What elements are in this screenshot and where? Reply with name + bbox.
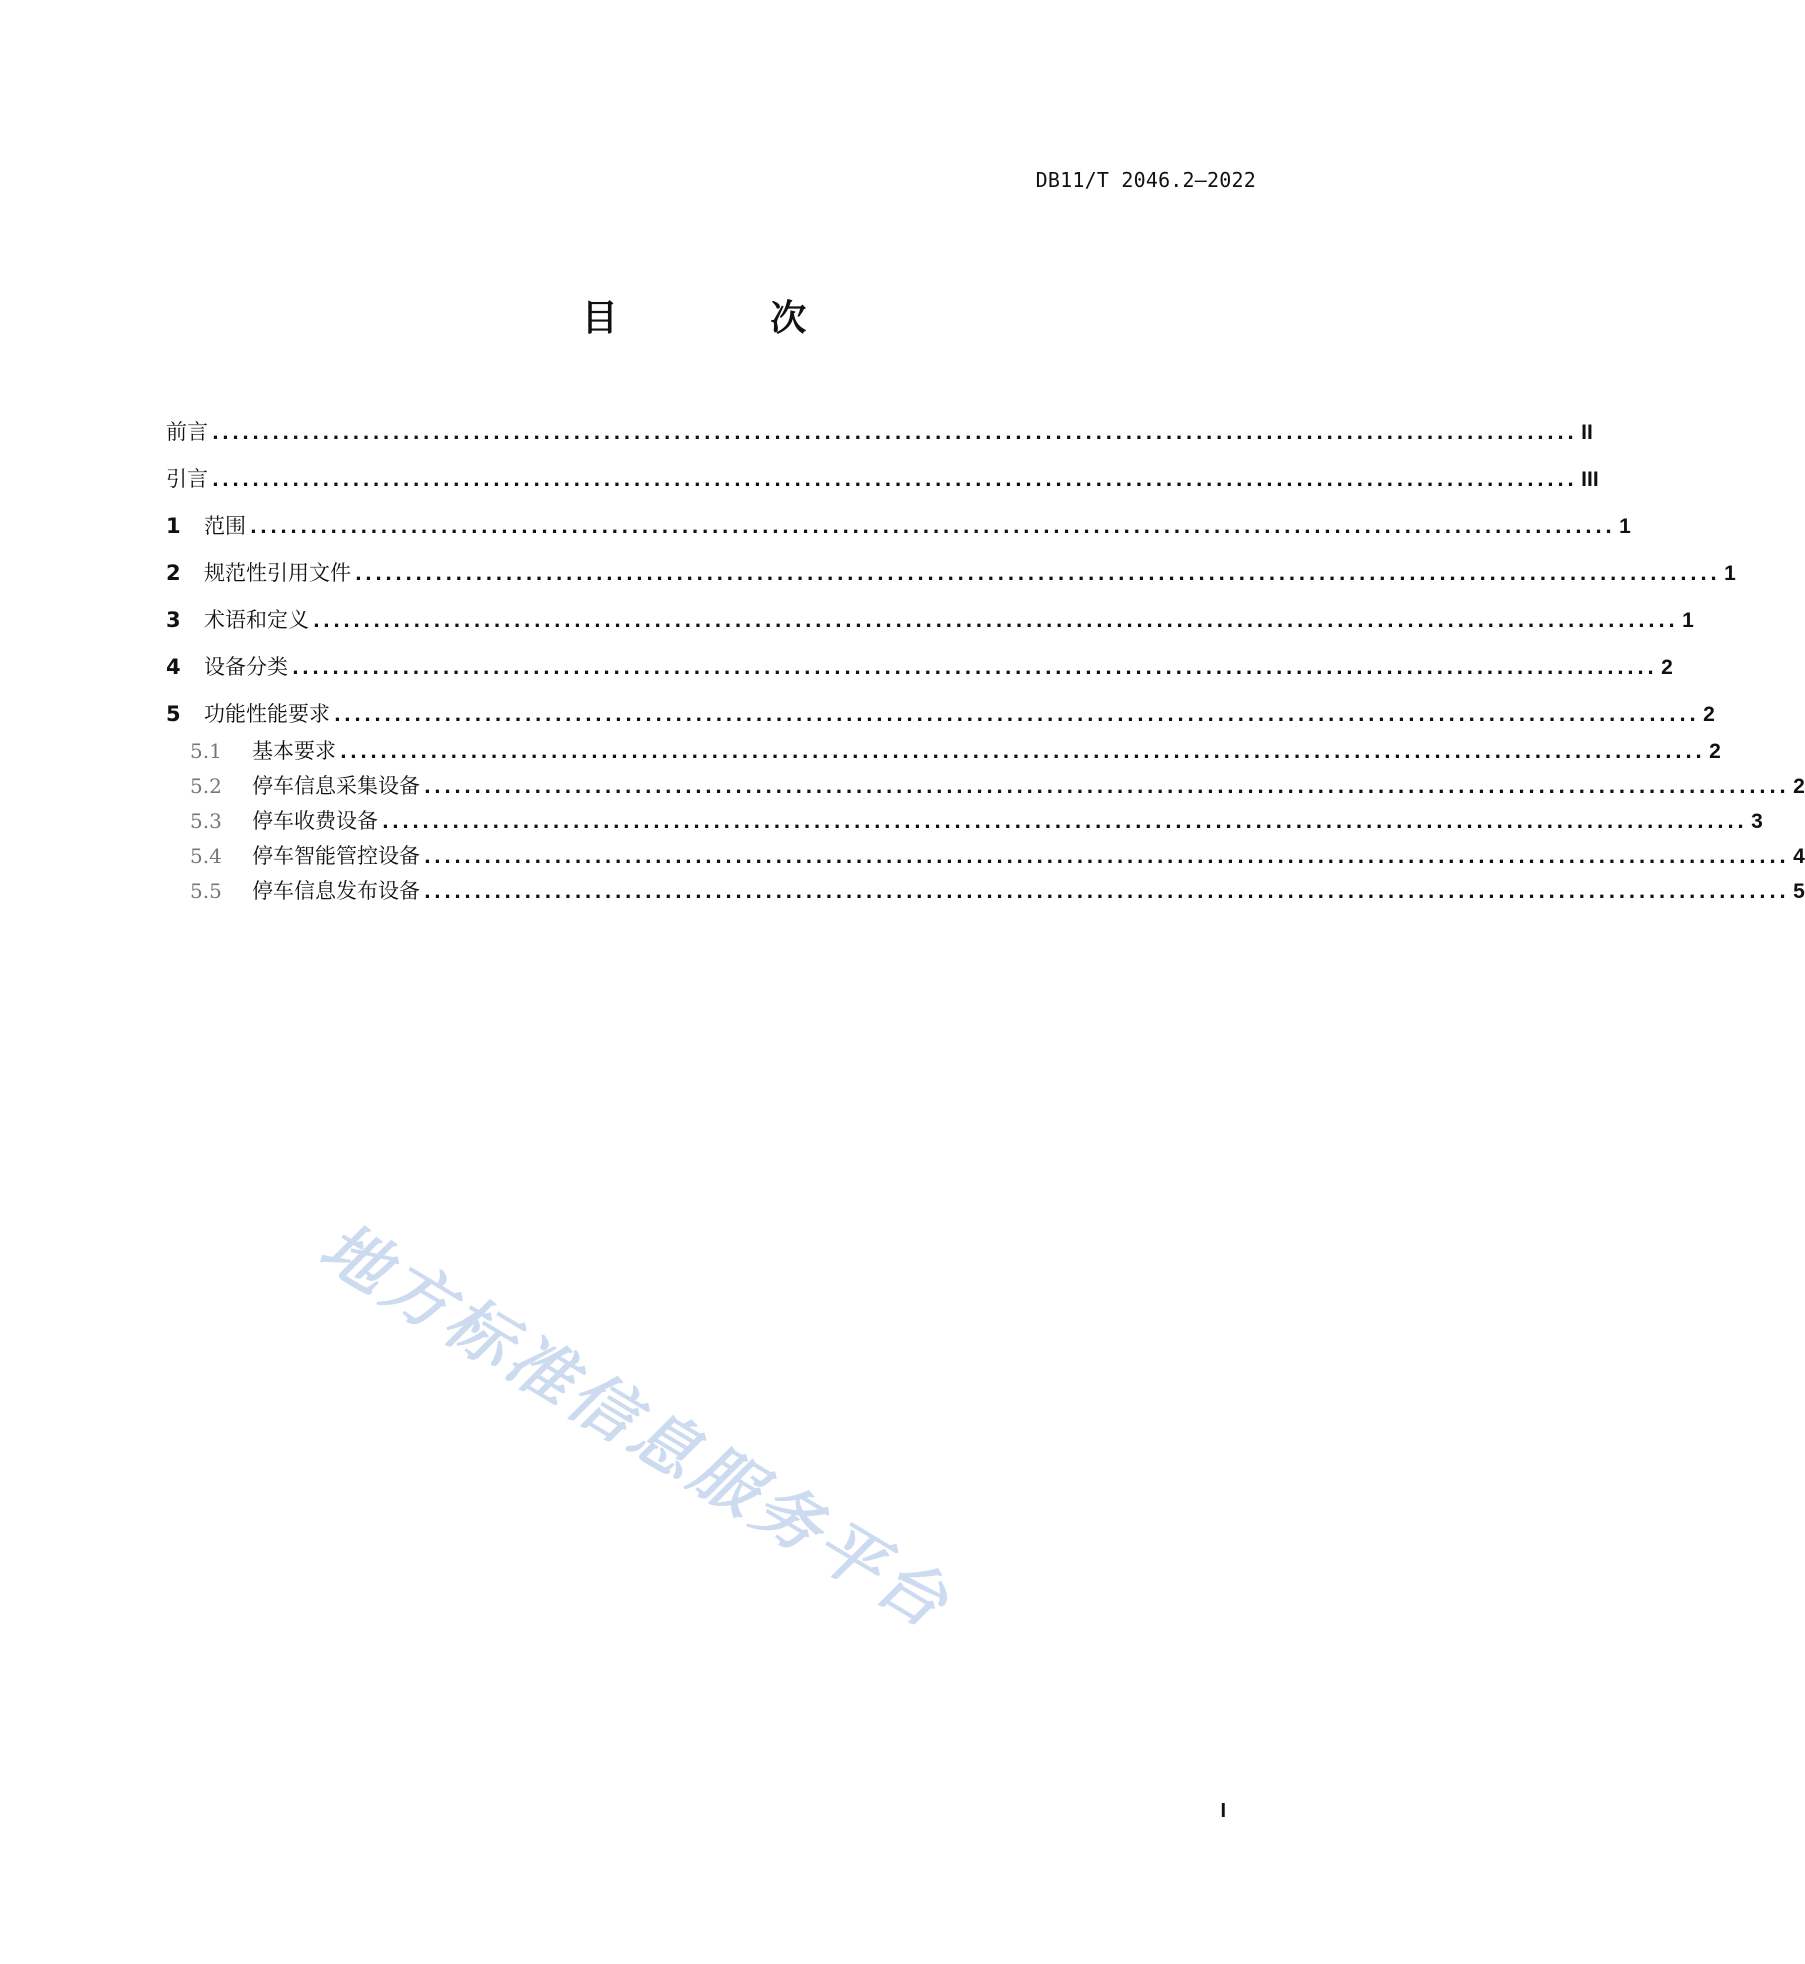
toc-entry-label: 规范性引用文件: [204, 561, 351, 585]
toc-entry-page: 2: [1661, 656, 1673, 679]
page-title: 目 次: [581, 298, 877, 339]
toc-leader-dots: ........................................................................................................................................: [424, 777, 1790, 798]
toc-entry-introduction[interactable]: [166, 465, 1599, 495]
toc-entry-number: 4: [166, 655, 181, 679]
toc-leader-dots: ........................................................................................................................................: [382, 812, 1748, 833]
toc-entry-1[interactable]: [166, 512, 1631, 542]
toc-entry-label: 引言: [166, 467, 208, 491]
toc-leader-dots: ........................................................................................................................................: [424, 882, 1790, 903]
toc-entry-page: 4: [1793, 845, 1805, 868]
toc-entry-label: 术语和定义: [204, 608, 309, 632]
toc-leader-dots: ........................................................................................................................................: [212, 423, 1578, 444]
toc-entry-5-1[interactable]: [166, 737, 1721, 767]
toc-entry-5-4[interactable]: [166, 842, 1805, 872]
toc-leader-dots: ........................................................................................................................................: [355, 564, 1721, 585]
toc-entry-number: 5: [166, 702, 181, 726]
toc-entry-5-5[interactable]: [166, 877, 1805, 907]
toc-entry-number: 5.3: [190, 809, 222, 833]
toc-entry-page: II: [1581, 421, 1593, 444]
toc-entry-number: 5.1: [190, 739, 222, 763]
toc-leader-dots: ........................................................................................................................................: [313, 611, 1679, 632]
toc-leader-dots: ........................................................................................................................................: [212, 470, 1578, 491]
toc-leader-dots: ........................................................................................................................................: [424, 847, 1790, 868]
toc-leader-dots: ........................................................................................................................................: [250, 517, 1616, 538]
page-number: I: [1220, 1800, 1226, 1822]
toc-entry-number: 5.4: [190, 844, 222, 868]
toc-entry-page: 1: [1682, 609, 1694, 632]
toc-entry-page: 3: [1751, 810, 1763, 833]
toc-entry-5[interactable]: [166, 700, 1715, 730]
toc-entry-label: 停车信息发布设备: [252, 879, 420, 903]
toc-entry-3[interactable]: [166, 606, 1694, 636]
toc-entry-label: 基本要求: [252, 739, 336, 763]
toc-entry-5-2[interactable]: [166, 772, 1805, 802]
toc-entry-number: 1: [166, 514, 181, 538]
watermark-text: 地方标准信息服务平台: [307, 1207, 965, 1645]
document-code: DB11/T 2046.2—2022: [1035, 168, 1256, 192]
toc-entry-number: 5.5: [190, 879, 222, 903]
toc-entry-page: III: [1581, 468, 1599, 491]
toc-entry-number: 5.2: [190, 774, 222, 798]
toc-entry-foreword[interactable]: [166, 418, 1593, 448]
toc-entry-label: 功能性能要求: [204, 702, 330, 726]
toc-entry-label: 范围: [204, 514, 246, 538]
toc-entry-2[interactable]: [166, 559, 1736, 589]
toc-entry-label: 停车智能管控设备: [252, 844, 420, 868]
toc-entry-4[interactable]: [166, 653, 1673, 683]
toc-entry-label: 前言: [166, 420, 208, 444]
toc-entry-number: 2: [166, 561, 181, 585]
toc-entry-page: 1: [1724, 562, 1736, 585]
toc-entry-label: 停车收费设备: [252, 809, 378, 833]
toc-entry-number: 3: [166, 608, 181, 632]
toc-entry-5-3[interactable]: [166, 807, 1763, 837]
toc-leader-dots: ........................................................................................................................................: [334, 705, 1700, 726]
toc-entry-page: 2: [1793, 775, 1805, 798]
toc-leader-dots: ........................................................................................................................................: [340, 742, 1706, 763]
toc-leader-dots: ........................................................................................................................................: [292, 658, 1658, 679]
toc-entry-page: 2: [1703, 703, 1715, 726]
toc-entry-page: 2: [1709, 740, 1721, 763]
toc-entry-label: 设备分类: [204, 655, 288, 679]
toc-entry-page: 1: [1619, 515, 1631, 538]
toc-entry-page: 5: [1793, 880, 1805, 903]
toc-entry-label: 停车信息采集设备: [252, 774, 420, 798]
